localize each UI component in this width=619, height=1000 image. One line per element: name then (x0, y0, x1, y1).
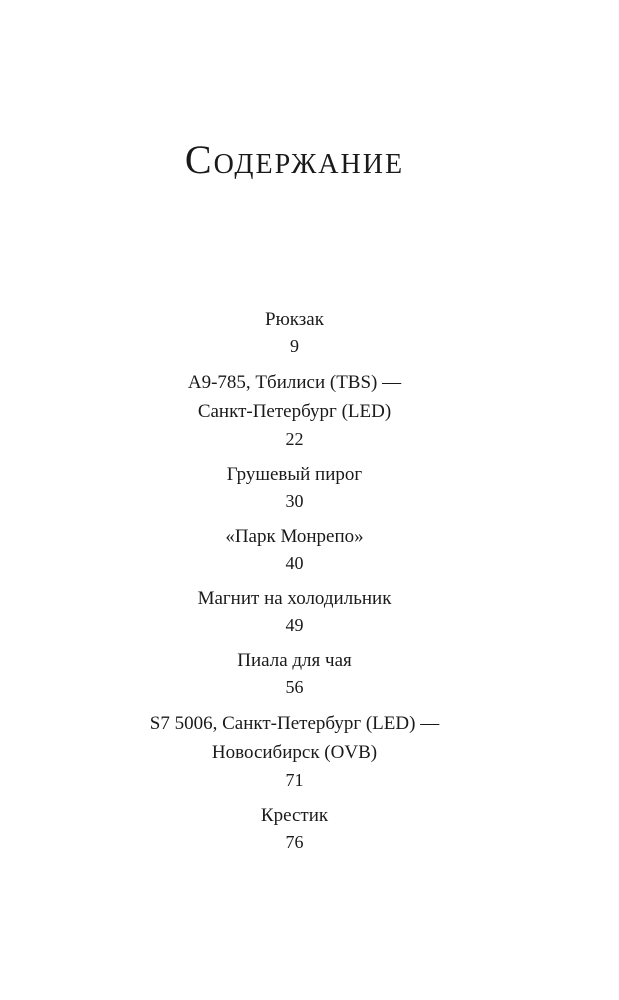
toc-entry-title[interactable]: Пиала для чая (237, 650, 352, 671)
toc-entry[interactable] (0, 802, 589, 856)
toc-entry[interactable] (0, 647, 589, 701)
toc-entry[interactable] (0, 306, 589, 360)
toc-entry-page-number: 30 (285, 491, 304, 511)
toc-entry-title[interactable]: Магнит на холодильник (197, 588, 392, 609)
toc-entry-title-line-1[interactable]: A9-785, Тбилиси (TBS) — (187, 372, 402, 393)
toc-entry-title[interactable]: «Парк Монрепо» (225, 526, 364, 547)
page-title: Содержание (184, 137, 405, 182)
table-of-contents (0, 306, 589, 864)
toc-entry-page-number: 71 (285, 770, 304, 790)
toc-entry-title-line-2[interactable]: Санкт-Петербург (LED) (197, 401, 392, 422)
toc-entry-page-number: 22 (285, 429, 304, 449)
toc-entry-title[interactable]: Грушевый пирог (226, 464, 363, 485)
toc-entry-page-number: 9 (290, 336, 299, 356)
toc-entry[interactable] (0, 461, 589, 515)
toc-entry-title[interactable]: Крестик (260, 805, 329, 826)
toc-entry[interactable] (0, 585, 589, 639)
toc-entry[interactable] (0, 368, 589, 453)
toc-entry-title-line-2[interactable]: Новосибирск (OVB) (211, 742, 378, 763)
toc-entry-title[interactable]: Рюкзак (265, 309, 324, 330)
toc-entry[interactable] (0, 709, 589, 794)
toc-entry[interactable] (0, 523, 589, 577)
toc-entry-page-number: 49 (285, 615, 304, 635)
toc-entry-title-line-1[interactable]: S7 5006, Санкт-Петербург (LED) — (149, 713, 440, 734)
toc-entry-page-number: 56 (285, 677, 304, 697)
toc-entry-page-number: 76 (285, 832, 304, 852)
toc-entry-page-number: 40 (285, 553, 304, 573)
